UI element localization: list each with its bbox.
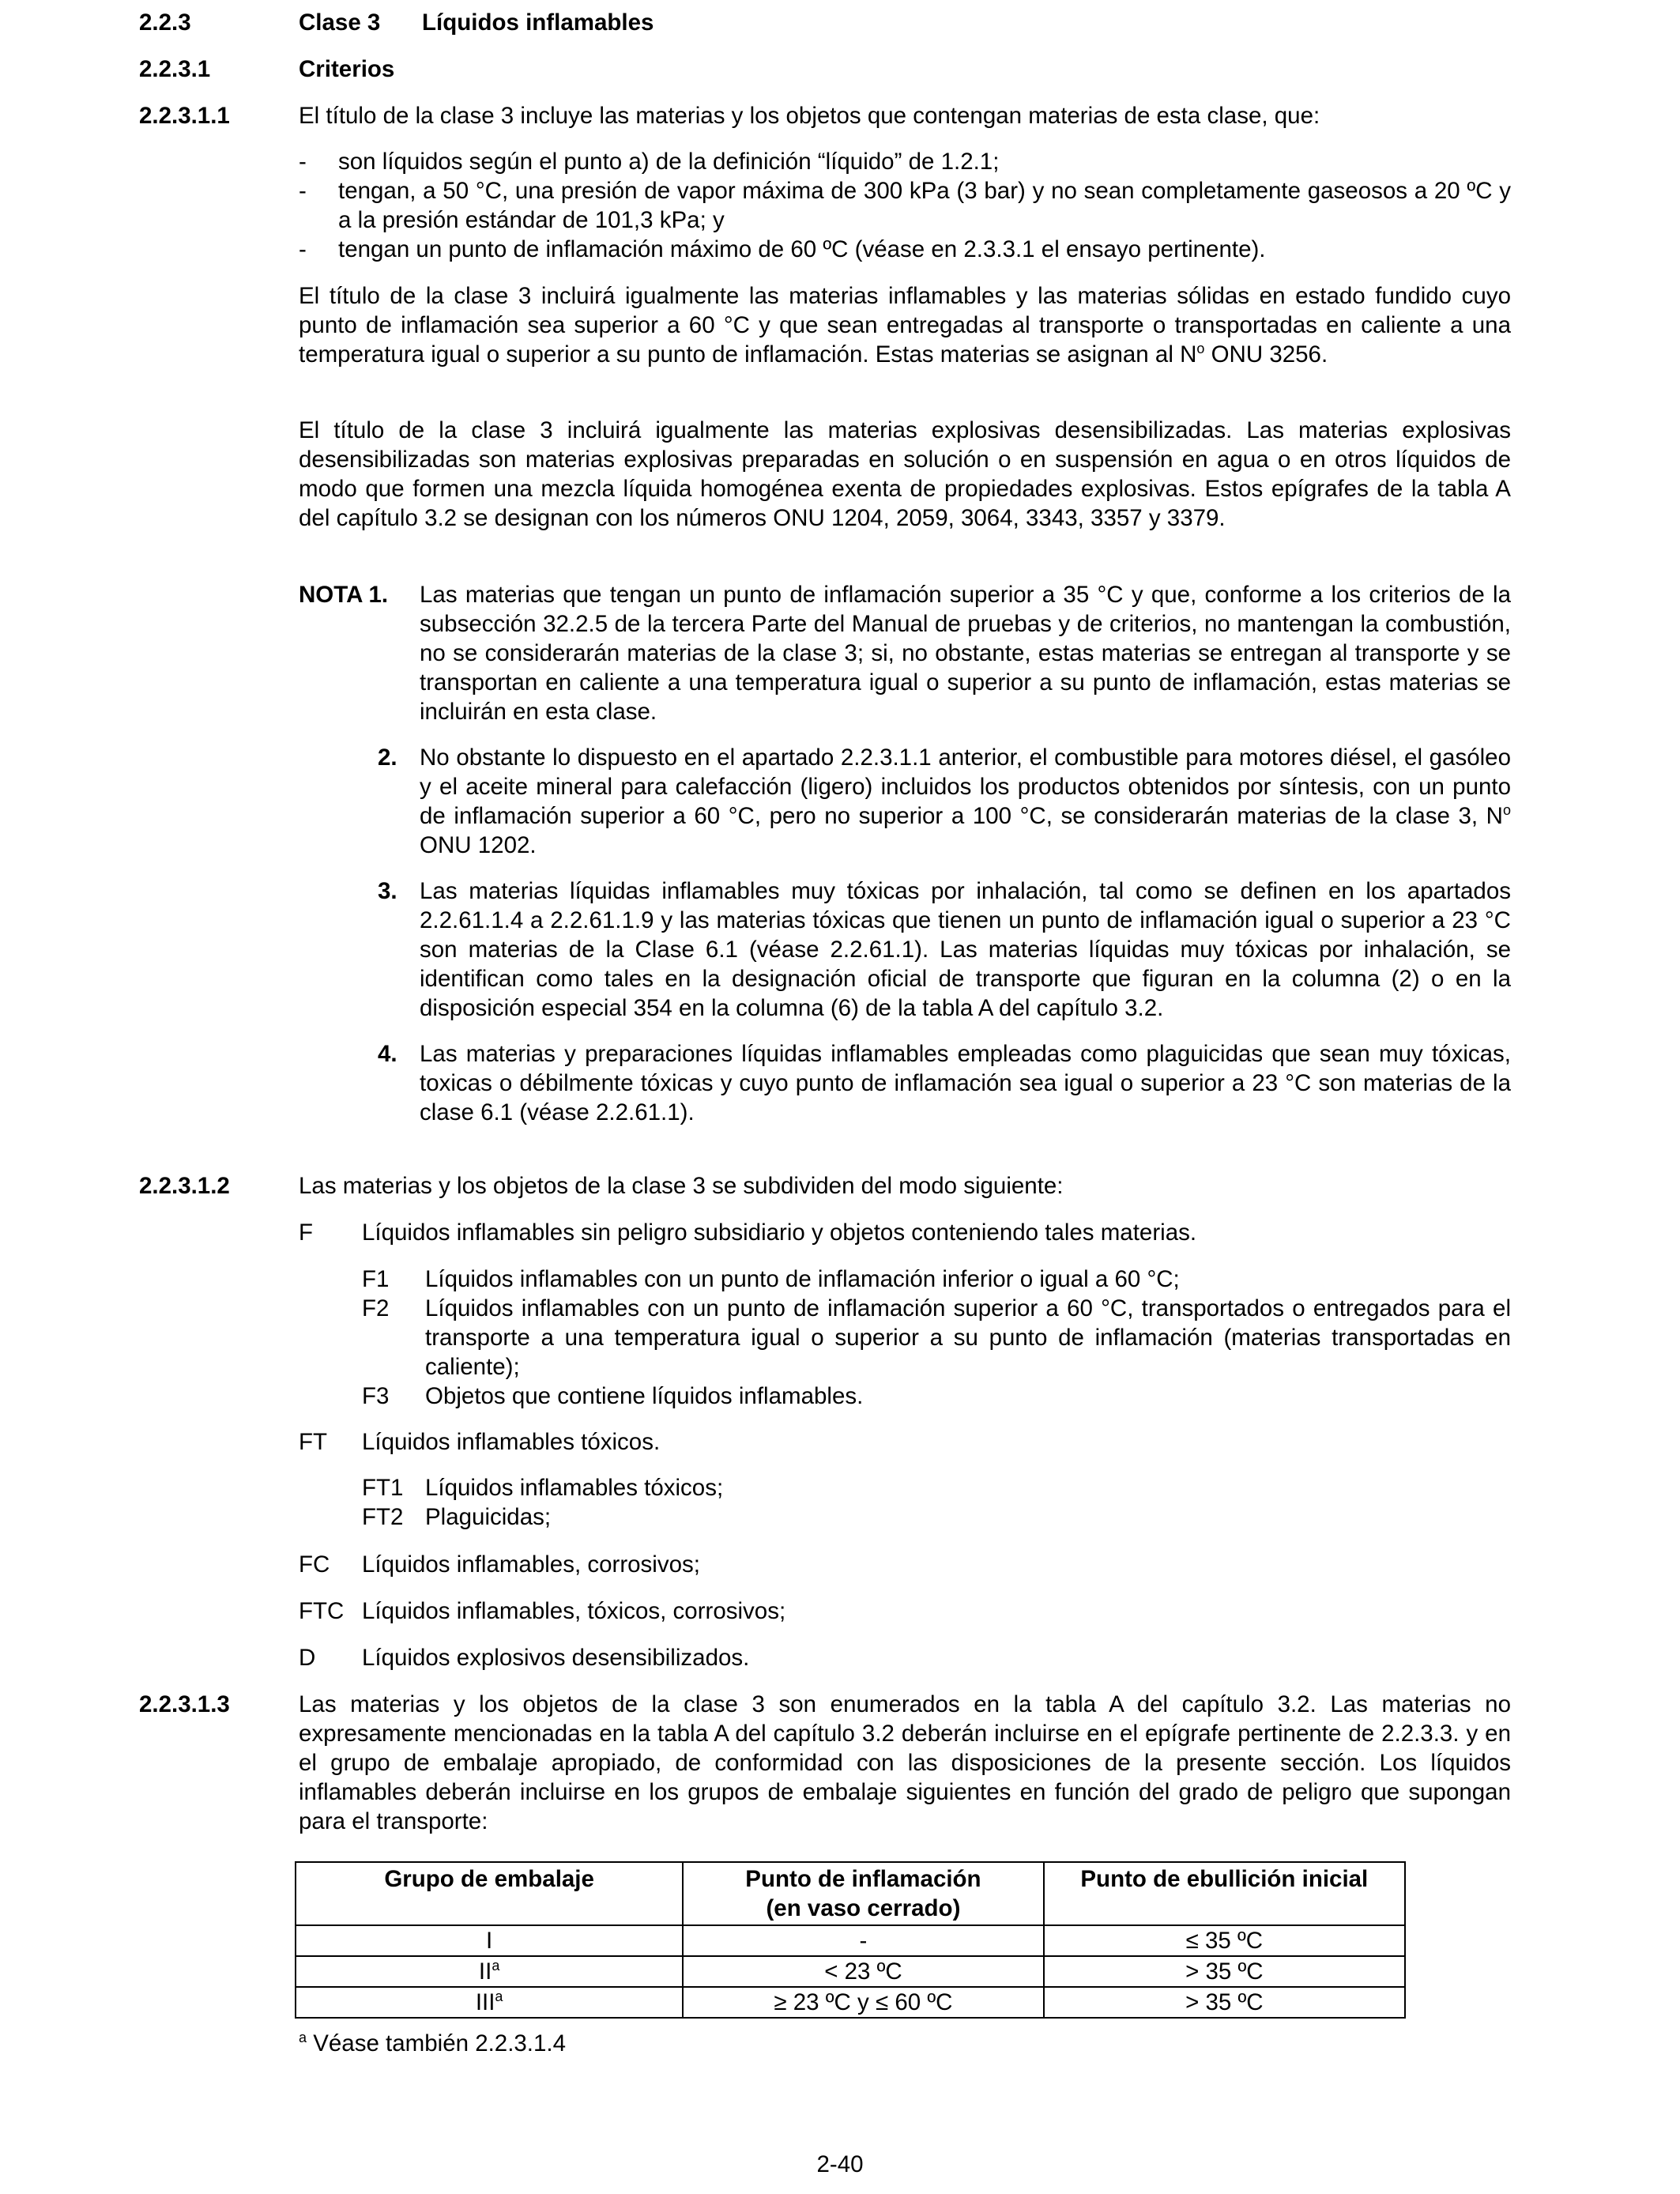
column-header: Punto de ebullición inicial [1044,1862,1405,1925]
classification-group: FT Líquidos inflamables tóxicos. [299,1429,661,1455]
classification-group: F Líquidos inflamables sin peligro subsidiario y objetos conteniendo tales materias. [299,1220,1197,1246]
page-number: 2-40 [816,2151,864,2177]
subsection-title: Criterios [299,56,395,82]
table-cell: I [296,1925,683,1956]
subsection-number: 2.2.3.1 [139,56,211,82]
criteria-list [299,147,1511,264]
paragraph-intro: El título de la clase 3 incluye las materias y los objetos que contengan materias de esta clase, que: [299,103,1320,129]
table-row [296,1925,1405,1956]
table-cell: > 35 ºC [1044,1956,1405,1987]
table-cell: < 23 ºC [683,1956,1043,1987]
note-item: NOTA 1. Las materias que tengan un punto de inflamación superior a 35 °C y que, conforme a los criterios de la subsección 32.2.5 de la tercera Parte del Manual de pruebas y de criterios, no mantengan la combustión, no se considerarán materias de la clase 3; si, no obstante, estas materias se entregan al transporte y se transportan en caliente a una temperatura igual o superior a su punto de inflamación, estas materias se incluirán en esta clase. [299,582,1511,725]
packing-group-table [295,1861,1406,2019]
paragraph-number: 2.2.3.1.3 [139,1691,230,1717]
paragraph-intro: Las materias y los objetos de la clase 3 se subdividen del modo siguiente: [299,1173,1064,1199]
classification-group: FC Líquidos inflamables, corrosivos; [299,1551,700,1578]
column-header: Grupo de embalaje [296,1862,683,1925]
table-cell: III$^a$ [296,1987,683,2018]
table-cell: - [683,1925,1043,1956]
column-header: Punto de inflamación (en vaso cerrado) [683,1862,1043,1925]
section-subtitle: Líquidos inflamables [422,9,654,36]
list-item: - son líquidos según el punto a) de la definición “líquido” de 1.2.1; [299,149,1000,175]
table-footnote: $^a$ Véase también 2.2.3.1.4 [299,2030,567,2056]
notes [299,580,1511,1127]
paragraph-number: 2.2.3.1.1 [139,103,230,129]
table-cell: $II^a$ [296,1956,683,1987]
paragraph: El título de la clase 3 incluirá igualmente las materias inflamables y las materias sólidas en estado fundido cuyo punto de inflamación sea superior a 60 °C y que sean entregadas al transporte o transportadas en caliente a una temperatura igual o superior a su punto de inflamación. Estas materias se asignan al $N^o$ ONU 3256. [299,283,1511,368]
table-row [296,1956,1405,1987]
table-cell: > 35 ºC [1044,1987,1405,2018]
classification-subgroups: F1 Líquidos inflamables con un punto de inflamación inferior o igual a 60 °C; F2 Líquidos inflamables con un punto de inflamación superior a 60 °C, transportados o entregados para el transporte a una temperatura igual o superior a su punto de inflamación (materias transportadas en caliente); F3 Objetos que contiene líquidos inflamables. [362,1266,1511,1409]
table-row [296,1987,1405,2018]
table-cell: ≤ 35 ºC [1044,1925,1405,1956]
note-item: 3. Las materias líquidas inflamables muy tóxicas por inhalación, tal como se definen en los apartados 2.2.61.1.4 a 2.2.61.1.9 y las materias tóxicas que tienen un punto de inflamación igual o superior a 23 °C son materias de la Clase 6.1 (véase 2.2.61.1). Las materias líquidas muy tóxicas por inhalación, se identifican como tales en la designación oficial de transporte que figuran en la columna (2) o en la disposición especial 354 en la columna (6) de la tabla A del capítulo 3.2. [378,878,1511,1021]
note-item: 2. No obstante lo dispuesto en el apartado 2.2.3.1.1 anterior, el combustible para motores diésel, el gasóleo y el aceite mineral para calefacción (ligero) incluidos los productos obtenidos por síntesis, con un punto de inflamación superior a 60 °C, pero no superior a 100 °C, se considerarán materias de la clase 3, $N^o$ ONU 1202. [378,745,1511,858]
classification-group: D Líquidos explosivos desensibilizados. [299,1645,750,1671]
note-item: 4. Las materias y preparaciones líquidas inflamables empleadas como plaguicidas que sean muy tóxicas, toxicas o débilmente tóxicas y cuyo punto de inflamación sea igual o superior a 23 °C son materias de la clase 6.1 (véase 2.2.61.1). [378,1041,1511,1125]
paragraph: El título de la clase 3 incluirá igualmente las materias explosivas desensibilizadas. Las materias explosivas desensibilizadas son materias explosivas preparadas en solución o en suspensión en agua o en otros líquidos de modo que formen una mezcla líquida homogénea exenta de propiedades explosivas. Estos epígrafes de la tabla A del capítulo 3.2 se designan con los números ONU 1204, 2059, 3064, 3343, 3357 y 3379. [299,417,1511,531]
paragraph-number: 2.2.3.1.2 [139,1173,230,1199]
list-item: - tengan un punto de inflamación máximo de 60 ºC (véase en 2.3.3.1 el ensayo pertinente). [299,236,1266,262]
table-header-row [296,1862,1405,1925]
table-cell: ≥ 23 ºC y ≤ 60 ºC [683,1987,1043,2018]
list-item: - tengan, a 50 °C, una presión de vapor máxima de 300 kPa (3 bar) y no sean completamente gaseosos a 20 ºC y a la presión estándar de 101,3 kPa; y [299,178,1511,233]
section-title: Clase 3 [299,9,381,36]
section-number: 2.2.3 [139,9,191,36]
classification-subgroups: FT1 Líquidos inflamables tóxicos; FT2 Plaguicidas; [362,1475,724,1530]
classification-group: FTC Líquidos inflamables, tóxicos, corrosivos; [299,1598,786,1624]
paragraph: Las materias y los objetos de la clase 3 son enumerados en la tabla A del capítulo 3.2. Las materias no expresamente mencionadas en la tabla A del capítulo 3.2 deberán incluirse en el epígrafe pertinente de 2.2.3.3. y en el grupo de embalaje apropiado, de conformidad con las disposiciones de la presente sección. Los líquidos inflamables deberán incluirse en los grupos de embalaje siguientes en función del grado de peligro que supongan para el transporte: [299,1691,1511,1834]
